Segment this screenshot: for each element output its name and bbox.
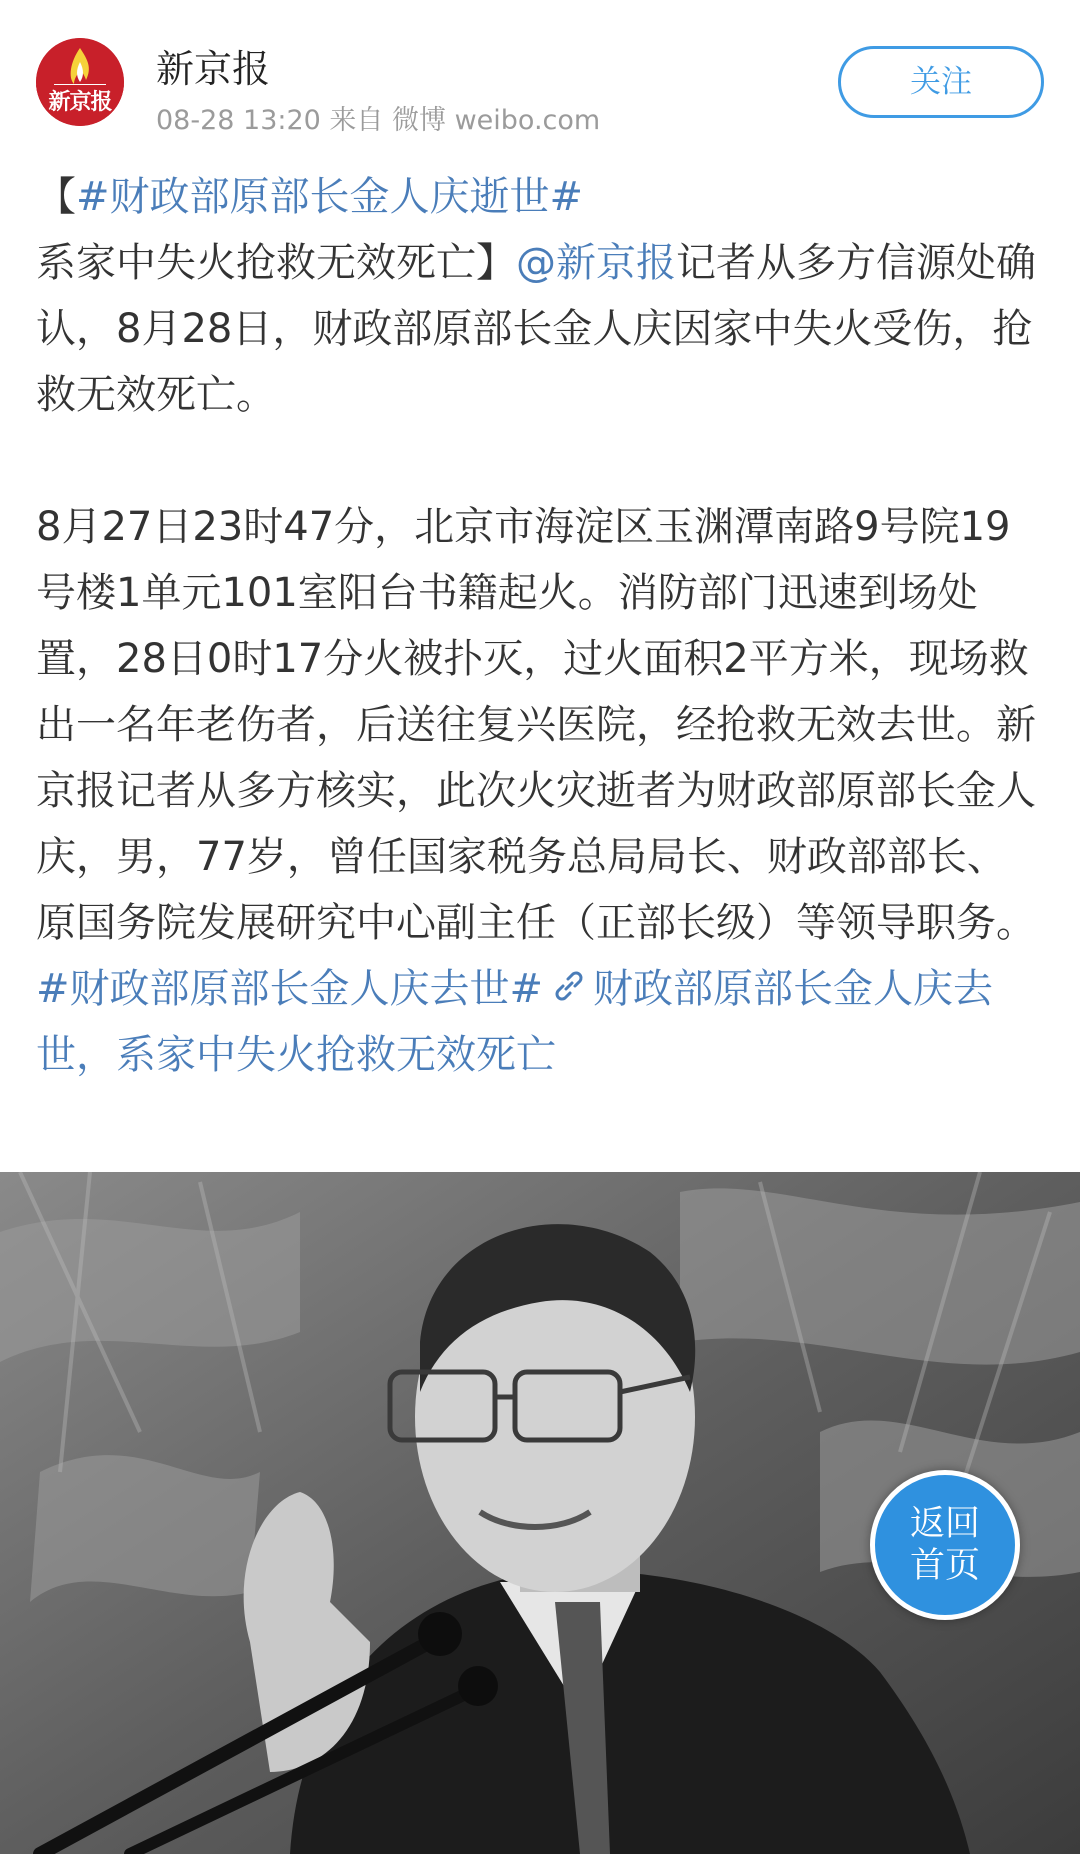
follow-button[interactable]: 关注 — [838, 46, 1044, 118]
paragraph-2-text: 8月27日23时47分，北京市海淀区玉渊潭南路9号院19号楼1单元101室阳台书籍起火。消防部门迅速到场处置，28日0时17分火被扑灭，过火面积2平方米，现场救出一名年老伤者，后送往复兴医院，经抢救无效去世。新京报记者从多方核实，此次火灾逝者为财政部原部长金人庆，男，77岁，曾任国家税务总局局长、财政部部长、原国务院发展研究中心副主任（正部长级）等领导职务。 — [36, 504, 1036, 946]
mention-link[interactable]: @新京报 — [516, 240, 676, 286]
hashtag-link-2[interactable]: #财政部原部长金人庆去世# — [36, 966, 544, 1012]
account-name[interactable]: 新京报 — [156, 47, 271, 91]
post-meta: 08-28 13:20 来自 微博 weibo.com — [156, 105, 601, 136]
home-button-line1: 返回 — [909, 1504, 980, 1544]
post-paragraph-2 — [36, 494, 1046, 1088]
post-paragraph-1 — [36, 164, 1046, 428]
post-header — [0, 0, 1080, 150]
hashtag-link[interactable]: #财政部原部长金人庆逝世# — [76, 174, 584, 220]
avatar-logo-text: 新京报 — [36, 85, 124, 116]
bracket-open: 【 — [36, 174, 76, 220]
home-button-line2: 首页 — [909, 1546, 980, 1586]
article-link[interactable]: 财政部原部长金人庆去世，系家中失火抢救无效死亡 — [36, 966, 994, 1078]
title-rest: 系家中失火抢救无效死亡】 — [36, 240, 516, 286]
back-to-home-button[interactable] — [870, 1470, 1020, 1620]
avatar[interactable] — [36, 38, 124, 126]
link-icon — [549, 966, 589, 1006]
paragraph-gap — [36, 428, 1046, 494]
post-body — [36, 164, 1046, 1088]
paragraph-1-text: 记者从多方信源处确认，8月28日，财政部原部长金人庆因家中失火受伤，抢救无效死亡。 — [36, 240, 1036, 418]
